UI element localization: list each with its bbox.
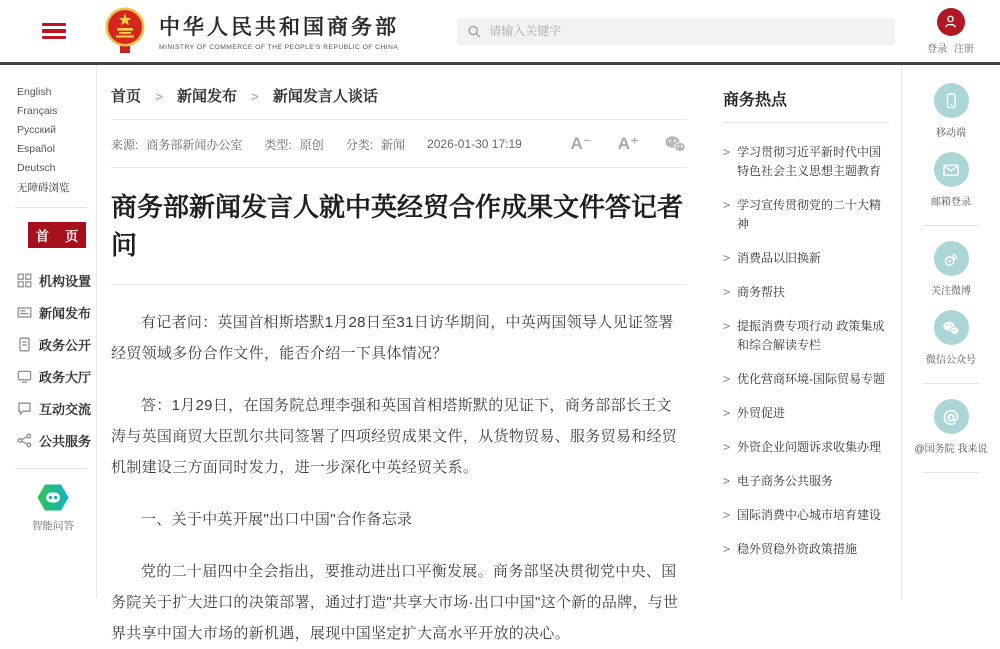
hot-topic-item[interactable] xyxy=(723,404,889,423)
hot-topic-label: 消费品以旧换新 xyxy=(737,251,822,265)
toolbar-state-council[interactable] xyxy=(915,399,988,455)
lang-deutsch[interactable]: Deutsch xyxy=(17,162,56,174)
hot-topic-item[interactable] xyxy=(723,472,889,491)
sidebar-item-org[interactable] xyxy=(17,264,92,296)
newspaper-icon xyxy=(17,305,32,320)
toolbar-wechat[interactable] xyxy=(926,310,976,366)
lang-espanol[interactable]: Español xyxy=(17,143,55,155)
hot-topic-item[interactable] xyxy=(723,283,889,302)
account-area xyxy=(925,8,976,55)
article-paragraph: 答：1月29日，在国务院总理李强和英国首相塔斯默的见证下，商务部部长王文涛与英国商贸大臣凯尔共同签署了四项经贸成果文件，从货物贸易、服务贸易和经贸机制建设三方面同时发力，进一步深化中英经贸关系。 xyxy=(111,397,678,476)
hot-topic-label: 外贸促进 xyxy=(737,406,786,420)
toolbar-divider xyxy=(923,472,979,473)
search-icon xyxy=(467,24,481,39)
hot-topic-label: 国际消费中心城市培育建设 xyxy=(737,508,882,522)
source-value: 商务部新闻办公室 xyxy=(146,137,243,152)
register-link[interactable]: 注册 xyxy=(954,43,974,55)
weibo-icon xyxy=(942,250,960,268)
chevron-right-icon: > xyxy=(723,542,731,556)
sidebar-item-gov-info[interactable] xyxy=(17,328,92,360)
chevron-right-icon: > xyxy=(723,145,731,159)
sidebar-item-label: 政务公开 xyxy=(39,337,92,353)
search-box[interactable] xyxy=(457,18,895,45)
chevron-right-icon: > xyxy=(723,406,731,420)
sidebar-item-news[interactable] xyxy=(17,296,92,328)
hot-topic-item[interactable] xyxy=(723,438,889,457)
lang-english[interactable]: English xyxy=(17,86,52,98)
hot-topic-item[interactable] xyxy=(723,143,889,181)
breadcrumb-separator: > xyxy=(155,89,163,104)
lang-russian[interactable]: Русский xyxy=(17,124,56,136)
category-value: 新闻 xyxy=(381,137,406,152)
toolbar-mail-login[interactable] xyxy=(931,152,971,208)
menu-icon[interactable] xyxy=(42,19,66,42)
wechat-icon xyxy=(941,319,961,337)
monitor-icon xyxy=(17,369,32,384)
hot-topic-item[interactable] xyxy=(723,249,889,268)
source-label: 来源: xyxy=(111,137,139,152)
site-title: 中华人民共和国商务部 xyxy=(159,15,399,39)
national-emblem-logo xyxy=(104,7,146,55)
smart-qa-button[interactable] xyxy=(17,483,89,533)
article-tools xyxy=(545,134,688,154)
font-increase-button[interactable]: A⁺ xyxy=(617,134,639,153)
right-toolbar xyxy=(901,65,1000,598)
smart-qa-label: 智能问答 xyxy=(32,520,74,532)
wechat-share-icon[interactable] xyxy=(663,134,687,154)
type-value: 原创 xyxy=(299,137,324,152)
hot-topics-divider xyxy=(723,122,889,123)
language-switcher xyxy=(17,83,93,178)
user-avatar-icon[interactable] xyxy=(937,8,965,36)
title-divider xyxy=(111,284,687,285)
main-content xyxy=(97,65,701,642)
toolbar-weibo[interactable] xyxy=(931,241,971,297)
hot-topics-title: 商务热点 xyxy=(723,92,788,109)
publish-datetime: 2026-01-30 17:19 xyxy=(427,137,522,151)
hot-topic-label: 电子商务公共服务 xyxy=(737,474,834,488)
login-link[interactable]: 登录 xyxy=(927,43,948,55)
font-decrease-button[interactable]: A⁻ xyxy=(570,134,592,153)
hot-topic-item[interactable] xyxy=(723,196,889,234)
hot-topic-item[interactable] xyxy=(723,370,889,389)
toolbar-label: 移动端 xyxy=(936,128,966,139)
sidebar-item-label: 政务大厅 xyxy=(39,369,92,385)
accessibility-link[interactable]: 无障碍浏览 xyxy=(17,182,70,194)
site-subtitle: MINISTRY OF COMMERCE OF THE PEOPLE'S REPUBLIC OF CHINA xyxy=(159,44,399,51)
chevron-right-icon: > xyxy=(723,508,731,522)
hot-topic-item[interactable] xyxy=(723,317,889,355)
breadcrumb-spokesperson[interactable]: 新闻发言人谈话 xyxy=(272,88,378,105)
hot-topic-label: 提振消费专项行动 政策集成和综合解读专栏 xyxy=(737,319,885,352)
site-brand xyxy=(159,11,399,51)
type-label: 类型: xyxy=(264,137,292,152)
sidebar-item-public-service[interactable] xyxy=(17,424,92,456)
toolbar-label: @国务院 我来说 xyxy=(914,444,988,455)
hot-topic-label: 学习宣传贯彻党的二十大精神 xyxy=(737,198,882,231)
hot-topics-panel xyxy=(701,65,901,598)
hot-topic-label: 外资企业问题诉求收集办理 xyxy=(737,440,882,454)
chevron-right-icon: > xyxy=(723,372,731,386)
chevron-right-icon: > xyxy=(723,251,731,265)
mobile-icon xyxy=(942,92,960,110)
hot-topic-label: 学习贯彻习近平新时代中国特色社会主义思想主题教育 xyxy=(737,145,882,178)
sidebar-item-label: 公共服务 xyxy=(39,433,92,449)
toolbar-label: 微信公众号 xyxy=(926,355,976,366)
sidebar-item-label: 互动交流 xyxy=(39,401,92,417)
category-label: 分类: xyxy=(345,137,374,152)
breadcrumb xyxy=(111,85,687,120)
hot-topic-item[interactable] xyxy=(723,540,889,559)
search-input[interactable] xyxy=(489,24,885,38)
org-grid-icon xyxy=(17,273,32,288)
hot-topic-label: 商务帮扶 xyxy=(737,285,786,299)
breadcrumb-home[interactable]: 首页 xyxy=(111,88,142,105)
site-header xyxy=(0,0,1000,62)
toolbar-label: 关注微博 xyxy=(931,286,971,297)
toolbar-label: 邮箱登录 xyxy=(931,197,971,208)
smart-qa-icon xyxy=(36,483,70,512)
toolbar-divider xyxy=(923,225,979,226)
mail-icon xyxy=(942,161,960,179)
sidebar-item-interaction[interactable] xyxy=(17,392,92,424)
chevron-right-icon: > xyxy=(723,440,731,454)
chevron-right-icon: > xyxy=(723,285,731,299)
breadcrumb-news[interactable]: 新闻发布 xyxy=(176,88,237,105)
sidebar-nav xyxy=(17,264,92,456)
chat-bubble-icon xyxy=(17,401,32,416)
sidebar-item-label: 新闻发布 xyxy=(39,305,92,321)
hot-topic-label: 优化营商环境-国际贸易专题 xyxy=(737,372,885,386)
article-paragraph: 党的二十届四中全会指出，要推动进出口平衡发展。商务部坚决贯彻党中央、国务院关于扩大进口的决策部署，通过打造"共享大市场·出口中国"这个新的品牌，与世界共享中国大市场的新机遇，展现中国坚定扩大高水平开放的决心。 xyxy=(111,563,679,642)
sidebar-item-service-hall[interactable] xyxy=(17,360,92,392)
document-icon xyxy=(17,337,32,352)
share-nodes-icon xyxy=(17,433,32,448)
breadcrumb-separator: > xyxy=(251,89,259,104)
chevron-right-icon: > xyxy=(723,319,731,333)
article-meta xyxy=(111,120,687,168)
chevron-right-icon: > xyxy=(723,198,731,212)
sidebar-item-home[interactable]: 首 页 xyxy=(28,222,86,248)
hot-topic-item[interactable] xyxy=(723,506,889,525)
sidebar-item-label: 机构设置 xyxy=(39,273,92,289)
article-title: 商务部新闻发言人就中英经贸合作成果文件答记者问 xyxy=(111,192,684,260)
article-paragraph: 一、关于中英开展"出口中国"合作备忘录 xyxy=(141,511,413,528)
left-sidebar xyxy=(0,65,97,598)
toolbar-divider xyxy=(923,383,979,384)
sidebar-divider xyxy=(15,207,87,208)
chevron-right-icon: > xyxy=(723,474,731,488)
at-icon: @ xyxy=(942,406,960,427)
toolbar-mobile[interactable] xyxy=(934,83,969,139)
hot-topic-label: 稳外贸稳外资政策措施 xyxy=(737,542,858,556)
lang-francais[interactable]: Français xyxy=(17,105,58,117)
article-paragraph: 有记者问：英国首相斯塔默1月28日至31日访华期间，中英两国领导人见证签署经贸领域多份合作文件，能否介绍一下具体情况？ xyxy=(111,314,674,362)
sidebar-divider xyxy=(15,468,87,469)
